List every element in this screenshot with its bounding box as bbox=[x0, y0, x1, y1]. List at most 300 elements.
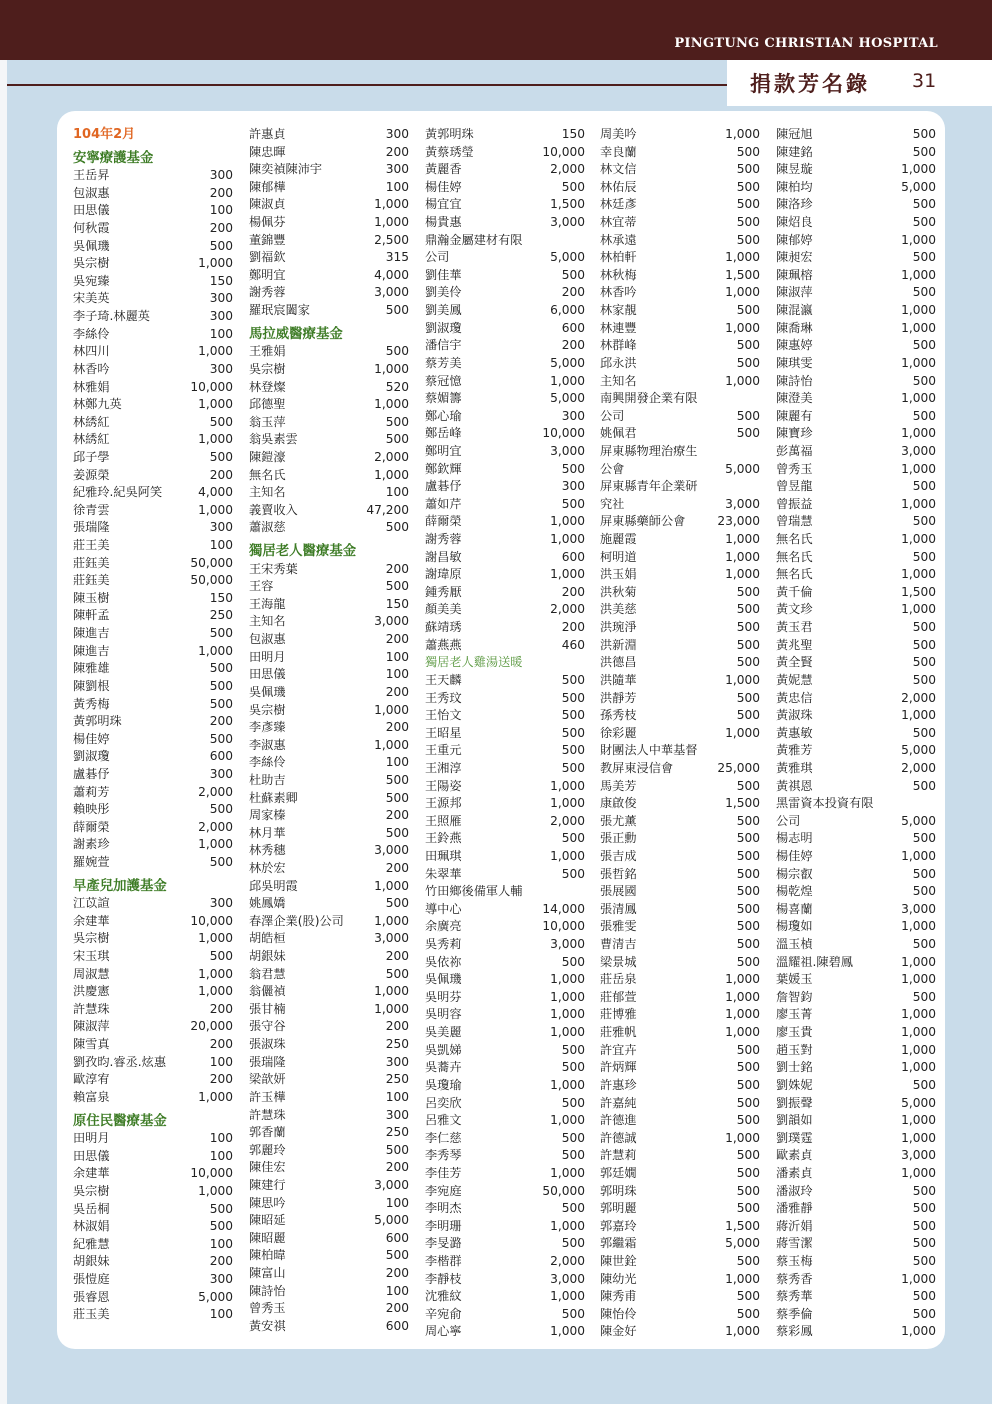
donation-amount: 200 bbox=[209, 1254, 233, 1269]
donor-name: 林佑辰 bbox=[600, 179, 637, 194]
donor-row bbox=[249, 126, 409, 144]
donor-name: 黃雅琪 bbox=[776, 760, 813, 775]
donor-name: 胡銀妹 bbox=[73, 1254, 110, 1269]
donor-row bbox=[249, 1212, 409, 1230]
donor-row bbox=[600, 549, 760, 567]
donor-row bbox=[776, 496, 936, 514]
donation-amount: 1,000 bbox=[725, 1007, 760, 1022]
donor-row bbox=[776, 848, 936, 866]
donor-name: 究社 bbox=[600, 496, 625, 511]
donor-name: 施麗霞 bbox=[600, 532, 637, 547]
donor-row bbox=[776, 1183, 936, 1201]
donor-name: 張瑞隆 bbox=[249, 1054, 286, 1069]
donor-name: 黃文珍 bbox=[776, 602, 813, 617]
donation-amount: 500 bbox=[736, 954, 760, 969]
donor-row bbox=[600, 496, 760, 514]
fund-heading bbox=[249, 326, 409, 344]
donation-amount: 1,500 bbox=[725, 796, 760, 811]
donor-row bbox=[249, 379, 409, 397]
donor-row bbox=[73, 449, 233, 467]
donor-row bbox=[249, 302, 409, 320]
donor-name: 黃忠信 bbox=[776, 690, 813, 705]
donation-amount: 100 bbox=[209, 203, 233, 218]
donor-row bbox=[249, 754, 409, 772]
donor-row bbox=[249, 1001, 409, 1019]
donor-row bbox=[776, 461, 936, 479]
donor-name: 蔣雪潔 bbox=[776, 1236, 813, 1251]
donation-amount: 2,000 bbox=[550, 1254, 585, 1268]
donor-row bbox=[249, 1283, 409, 1301]
donor-row bbox=[73, 572, 233, 590]
donor-name: 公司 bbox=[776, 813, 801, 828]
donor-row bbox=[776, 813, 936, 831]
donation-amount: 500 bbox=[912, 884, 936, 899]
donor-name: 張淑珠 bbox=[249, 1037, 286, 1052]
donor-row bbox=[249, 343, 409, 361]
donation-amount: 500 bbox=[385, 432, 409, 447]
donor-name: 許玉樺 bbox=[249, 1089, 286, 1104]
column-2 bbox=[249, 126, 409, 1335]
donor-row bbox=[425, 425, 585, 443]
donation-amount: 1,000 bbox=[550, 1025, 585, 1040]
donor-row bbox=[73, 379, 233, 397]
donor-name: 李明杰 bbox=[425, 1201, 462, 1216]
donor-row bbox=[600, 425, 760, 443]
donor-row bbox=[600, 1288, 760, 1306]
donor-row bbox=[425, 971, 585, 989]
donor-name: 康啟俊 bbox=[600, 796, 637, 811]
donor-name: 無名氏 bbox=[776, 567, 813, 582]
donation-amount: 1,000 bbox=[725, 549, 760, 564]
donation-amount: 600 bbox=[561, 320, 585, 335]
donor-name: 翁儷禎 bbox=[249, 984, 286, 999]
donation-amount: 1,000 bbox=[901, 232, 936, 247]
top-banner bbox=[0, 0, 992, 60]
donor-row bbox=[73, 414, 233, 432]
donation-amount: 47,200 bbox=[366, 502, 409, 517]
donation-amount: 600 bbox=[209, 749, 233, 764]
donor-row bbox=[249, 214, 409, 232]
donor-name: 吳凱娣 bbox=[425, 1042, 462, 1057]
donor-row bbox=[249, 1247, 409, 1265]
donor-row bbox=[249, 284, 409, 302]
donor-row bbox=[73, 854, 233, 872]
donor-name: 王宋秀葉 bbox=[249, 561, 298, 576]
donation-amount: 1,000 bbox=[550, 373, 585, 388]
donor-row bbox=[249, 431, 409, 449]
donation-amount: 1,000 bbox=[198, 1089, 233, 1104]
donor-name: 屏東縣物理治療生 bbox=[600, 443, 698, 458]
donation-amount: 500 bbox=[912, 620, 936, 635]
donation-amount: 500 bbox=[736, 1289, 760, 1304]
donor-name: 王雅娟 bbox=[249, 344, 286, 359]
donor-row bbox=[776, 355, 936, 373]
donation-amount: 200 bbox=[209, 221, 233, 236]
donor-row bbox=[600, 989, 760, 1007]
donor-row bbox=[249, 772, 409, 790]
donor-row bbox=[776, 795, 936, 813]
donor-row bbox=[600, 196, 760, 214]
donation-amount: 1,000 bbox=[901, 267, 936, 282]
donor-row bbox=[425, 196, 585, 214]
donor-name: 張雅雯 bbox=[600, 919, 637, 934]
donation-amount: 500 bbox=[561, 1042, 585, 1057]
donor-row bbox=[425, 1253, 585, 1271]
donor-row bbox=[776, 1200, 936, 1218]
donor-name: 吳佩璣 bbox=[249, 684, 286, 699]
donation-amount: 5,000 bbox=[550, 250, 585, 265]
donor-name: 莊雅帆 bbox=[600, 1025, 637, 1040]
donation-amount: 2,000 bbox=[550, 162, 585, 177]
donation-amount: 3,000 bbox=[374, 614, 409, 629]
donor-name: 陳富山 bbox=[249, 1266, 286, 1280]
donation-amount: 10,000 bbox=[542, 426, 585, 441]
donation-amount: 500 bbox=[736, 778, 760, 793]
donor-row bbox=[249, 1089, 409, 1107]
donation-amount: 1,000 bbox=[374, 702, 409, 717]
donation-amount: 500 bbox=[912, 408, 936, 423]
donor-row bbox=[425, 690, 585, 708]
donor-row bbox=[73, 731, 233, 749]
donor-name: 林雅娟 bbox=[73, 379, 110, 394]
donor-row bbox=[425, 619, 585, 637]
donation-amount: 500 bbox=[912, 655, 936, 670]
donor-name: 王昭星 bbox=[425, 725, 462, 740]
donor-name: 李仁慈 bbox=[425, 1130, 462, 1145]
donor-row bbox=[249, 860, 409, 878]
donation-amount: 500 bbox=[736, 602, 760, 617]
donor-row bbox=[249, 361, 409, 379]
donation-amount: 1,000 bbox=[901, 1324, 936, 1339]
fund-heading bbox=[73, 878, 233, 896]
donation-amount: 200 bbox=[209, 185, 233, 200]
donor-row bbox=[425, 496, 585, 514]
donation-amount: 2,000 bbox=[901, 760, 936, 775]
donor-row bbox=[425, 707, 585, 725]
donation-amount: 200 bbox=[209, 1072, 233, 1087]
donation-amount: 500 bbox=[385, 1142, 409, 1157]
donor-name: 主知名 bbox=[249, 614, 286, 629]
donor-row bbox=[73, 467, 233, 485]
donation-amount: 200 bbox=[385, 720, 409, 735]
donor-row bbox=[600, 1077, 760, 1095]
donor-row bbox=[600, 390, 760, 408]
donor-name: 陳寶珍 bbox=[776, 426, 813, 441]
donation-amount: 1,000 bbox=[725, 250, 760, 265]
donor-name: 林文信 bbox=[600, 162, 637, 177]
donation-amount: 1,000 bbox=[374, 1001, 409, 1016]
donor-name: 早產兒加護基金 bbox=[73, 878, 167, 894]
donor-row bbox=[600, 830, 760, 848]
donor-row bbox=[425, 901, 585, 919]
donor-name: 顏美美 bbox=[425, 602, 462, 617]
donor-row bbox=[73, 290, 233, 308]
donor-row bbox=[600, 883, 760, 901]
donor-name: 吳瓊瑜 bbox=[425, 1077, 462, 1092]
donor-name: 楊貴惠 bbox=[425, 215, 462, 230]
donor-name: 黃妮慧 bbox=[776, 672, 813, 687]
donation-amount: 1,000 bbox=[198, 397, 233, 412]
donor-row bbox=[425, 232, 585, 250]
donor-name: 黃千倫 bbox=[776, 584, 813, 599]
donor-name: 盧碁伃 bbox=[73, 766, 110, 781]
donor-name: 陳惠婷 bbox=[776, 338, 813, 353]
donor-row bbox=[425, 584, 585, 602]
donor-row bbox=[73, 713, 233, 731]
donor-name: 王秀玟 bbox=[425, 690, 462, 705]
donor-name: 林月華 bbox=[249, 825, 286, 840]
donor-name: 王湘淳 bbox=[425, 760, 462, 775]
donation-amount: 1,000 bbox=[725, 285, 760, 300]
donor-row bbox=[776, 1042, 936, 1060]
donor-name: 陳怡伶 bbox=[600, 1306, 637, 1321]
donor-row bbox=[73, 696, 233, 714]
donor-name: 黃郭明珠 bbox=[73, 714, 122, 729]
donor-row bbox=[776, 408, 936, 426]
donor-name: 陳珮榕 bbox=[776, 267, 813, 282]
donation-amount: 500 bbox=[736, 637, 760, 652]
donation-amount: 5,000 bbox=[725, 1236, 760, 1251]
donation-amount: 500 bbox=[209, 802, 233, 817]
donation-amount: 1,000 bbox=[725, 127, 760, 141]
donation-amount: 500 bbox=[736, 1183, 760, 1198]
donation-amount: 500 bbox=[736, 937, 760, 952]
donor-row bbox=[249, 702, 409, 720]
donation-amount: 1,000 bbox=[198, 966, 233, 981]
donor-name: 包淑惠 bbox=[249, 632, 286, 647]
donor-name: 陳澄美 bbox=[776, 391, 813, 406]
donor-row bbox=[249, 414, 409, 432]
donation-amount: 150 bbox=[209, 273, 233, 288]
fund-heading bbox=[73, 150, 233, 168]
donation-amount: 100 bbox=[209, 1307, 233, 1322]
donor-row bbox=[425, 478, 585, 496]
donor-row bbox=[600, 1006, 760, 1024]
donor-row bbox=[73, 643, 233, 661]
donor-name: 許慧珠 bbox=[73, 1001, 110, 1016]
donor-row bbox=[425, 989, 585, 1007]
donor-name: 幸良蘭 bbox=[600, 144, 637, 159]
donor-name: 趙玉對 bbox=[776, 1042, 813, 1057]
donor-name: 潘雅靜 bbox=[776, 1201, 813, 1216]
donor-name: 鄭心瑜 bbox=[425, 408, 462, 423]
donation-amount: 1,000 bbox=[901, 496, 936, 511]
donor-row bbox=[425, 1218, 585, 1236]
donor-name: 張清鳳 bbox=[600, 901, 637, 916]
donor-row bbox=[600, 936, 760, 954]
donation-amount: 500 bbox=[736, 426, 760, 441]
donation-amount: 200 bbox=[209, 1037, 233, 1052]
donor-name: 劉孜昀.睿丞.炫惠 bbox=[73, 1054, 167, 1069]
donor-row bbox=[600, 1130, 760, 1148]
donation-amount: 500 bbox=[561, 1148, 585, 1163]
donation-amount: 200 bbox=[561, 584, 585, 599]
donation-amount: 500 bbox=[385, 414, 409, 429]
donation-amount: 500 bbox=[561, 267, 585, 282]
donor-row bbox=[776, 214, 936, 232]
donation-amount: 20,000 bbox=[190, 1019, 233, 1034]
donation-amount: 1,000 bbox=[550, 1077, 585, 1092]
donor-name: 劉佳華 bbox=[425, 267, 462, 282]
donation-amount: 500 bbox=[912, 831, 936, 846]
donor-row bbox=[776, 161, 936, 179]
donor-row bbox=[776, 584, 936, 602]
donation-amount: 500 bbox=[912, 127, 936, 141]
donor-name: 郭廷嫺 bbox=[600, 1165, 637, 1180]
donation-amount: 500 bbox=[561, 672, 585, 687]
donor-name: 陳佳宏 bbox=[249, 1160, 286, 1175]
donation-amount: 500 bbox=[736, 232, 760, 247]
donor-row bbox=[425, 883, 585, 901]
donor-row bbox=[776, 1271, 936, 1289]
donation-amount: 500 bbox=[385, 303, 409, 318]
donation-amount: 1,000 bbox=[901, 320, 936, 335]
donor-row bbox=[425, 373, 585, 391]
donor-row bbox=[776, 637, 936, 655]
donation-amount: 10,000 bbox=[542, 144, 585, 159]
donor-row bbox=[425, 1130, 585, 1148]
donation-amount: 1,000 bbox=[901, 567, 936, 582]
donation-amount: 500 bbox=[736, 162, 760, 177]
donor-row bbox=[249, 1018, 409, 1036]
donor-row bbox=[425, 355, 585, 373]
donation-amount: 1,000 bbox=[725, 1130, 760, 1145]
donor-row bbox=[73, 930, 233, 948]
donor-row bbox=[600, 214, 760, 232]
donation-amount: 500 bbox=[385, 344, 409, 359]
donor-row bbox=[600, 1323, 760, 1341]
donor-name: 王重元 bbox=[425, 743, 462, 758]
donor-row bbox=[73, 607, 233, 625]
donor-name: 賴映彤 bbox=[73, 802, 110, 817]
donor-row bbox=[600, 144, 760, 162]
donor-row bbox=[425, 179, 585, 197]
donation-amount: 100 bbox=[385, 755, 409, 770]
donor-row bbox=[776, 1306, 936, 1324]
donor-name: 吳佩璣 bbox=[73, 238, 110, 253]
donation-amount: 500 bbox=[209, 1219, 233, 1234]
donor-row bbox=[776, 1006, 936, 1024]
donor-row bbox=[425, 337, 585, 355]
donor-row bbox=[249, 484, 409, 502]
donation-amount: 1,000 bbox=[550, 972, 585, 987]
donor-row bbox=[73, 983, 233, 1001]
donor-row bbox=[425, 760, 585, 778]
donor-name: 洪新淵 bbox=[600, 637, 637, 652]
donor-name: 廖玉菁 bbox=[776, 1007, 813, 1022]
donation-amount: 500 bbox=[561, 690, 585, 705]
donation-amount: 500 bbox=[209, 949, 233, 964]
donor-name: 公會 bbox=[600, 461, 625, 476]
donor-name: 潘素貞 bbox=[776, 1165, 813, 1180]
donor-name: 邱吳明霞 bbox=[249, 878, 298, 893]
donor-row bbox=[425, 214, 585, 232]
donor-name: 鄭岳峰 bbox=[425, 426, 462, 441]
donor-name: 周美吟 bbox=[600, 127, 637, 141]
donation-amount: 5,000 bbox=[725, 461, 760, 476]
donor-name: 林綉紅 bbox=[73, 414, 110, 429]
donor-row bbox=[776, 337, 936, 355]
donor-row bbox=[776, 1235, 936, 1253]
donor-name: 原住民醫療基金 bbox=[73, 1113, 167, 1129]
donor-name: 楊佳婷 bbox=[776, 848, 813, 863]
donor-row bbox=[425, 725, 585, 743]
donor-row bbox=[73, 801, 233, 819]
donor-row bbox=[600, 513, 760, 531]
donor-row bbox=[73, 966, 233, 984]
donation-amount: 500 bbox=[209, 449, 233, 464]
donor-name: 陳麗有 bbox=[776, 408, 813, 423]
donor-row bbox=[425, 813, 585, 831]
donor-name: 公司 bbox=[425, 250, 450, 265]
donation-amount: 500 bbox=[561, 725, 585, 740]
donor-name: 林鄭九英 bbox=[73, 397, 122, 412]
donor-row bbox=[776, 778, 936, 796]
donor-name: 郭嘉玲 bbox=[600, 1218, 637, 1233]
donation-amount: 500 bbox=[561, 1060, 585, 1075]
donor-name: 蔡媚籌 bbox=[425, 391, 462, 406]
donation-amount: 500 bbox=[209, 731, 233, 746]
donor-name: 賴富泉 bbox=[73, 1089, 110, 1104]
donor-name: 田思儀 bbox=[249, 667, 286, 682]
donation-amount: 1,000 bbox=[901, 1130, 936, 1145]
donor-row bbox=[73, 273, 233, 291]
donation-amount: 100 bbox=[385, 1195, 409, 1210]
donation-amount: 1,000 bbox=[550, 796, 585, 811]
donation-amount: 500 bbox=[736, 1254, 760, 1268]
donor-row bbox=[73, 1183, 233, 1201]
donor-name: 陳郁樺 bbox=[249, 179, 286, 194]
campaign-heading bbox=[425, 654, 585, 672]
donation-amount: 4,000 bbox=[374, 267, 409, 282]
donor-row bbox=[73, 167, 233, 185]
donation-amount: 1,500 bbox=[901, 584, 936, 599]
donor-row bbox=[425, 672, 585, 690]
donor-name: 莊鈺美 bbox=[73, 573, 110, 588]
donor-name: 陳雪真 bbox=[73, 1037, 110, 1052]
donor-name: 紀雅玲.紀吳阿笑 bbox=[73, 485, 163, 500]
donor-name: 林承遠 bbox=[600, 232, 637, 247]
donor-row bbox=[776, 1147, 936, 1165]
donation-amount: 500 bbox=[736, 144, 760, 159]
donor-row bbox=[249, 396, 409, 414]
donor-row bbox=[425, 1271, 585, 1289]
donation-amount: 50,000 bbox=[190, 573, 233, 588]
donation-amount: 1,000 bbox=[725, 1025, 760, 1040]
donor-name: 陳淑萍 bbox=[73, 1019, 110, 1034]
donor-name: 吳岳桐 bbox=[73, 1201, 110, 1216]
donor-name: 陳世銓 bbox=[600, 1254, 637, 1268]
donor-row bbox=[73, 238, 233, 256]
donation-amount: 100 bbox=[209, 1236, 233, 1251]
donation-amount: 500 bbox=[561, 743, 585, 758]
donation-amount: 1,000 bbox=[725, 1324, 760, 1339]
donation-amount: 500 bbox=[912, 1218, 936, 1233]
donation-amount: 3,000 bbox=[901, 1148, 936, 1163]
donation-amount: 2,000 bbox=[198, 819, 233, 834]
donor-row bbox=[600, 584, 760, 602]
donation-amount: 150 bbox=[209, 590, 233, 605]
donor-name: 竹田鄉後備軍人輔 bbox=[425, 884, 523, 899]
donation-amount: 5,000 bbox=[901, 1095, 936, 1110]
donation-amount: 1,000 bbox=[725, 972, 760, 987]
donor-row bbox=[425, 408, 585, 426]
donor-name: 胡銀妹 bbox=[249, 949, 286, 964]
donor-name: 周家榛 bbox=[249, 808, 286, 823]
donation-amount: 200 bbox=[561, 338, 585, 353]
donor-name: 林宜蒂 bbox=[600, 215, 637, 230]
donor-name: 許惠貞 bbox=[249, 127, 286, 141]
